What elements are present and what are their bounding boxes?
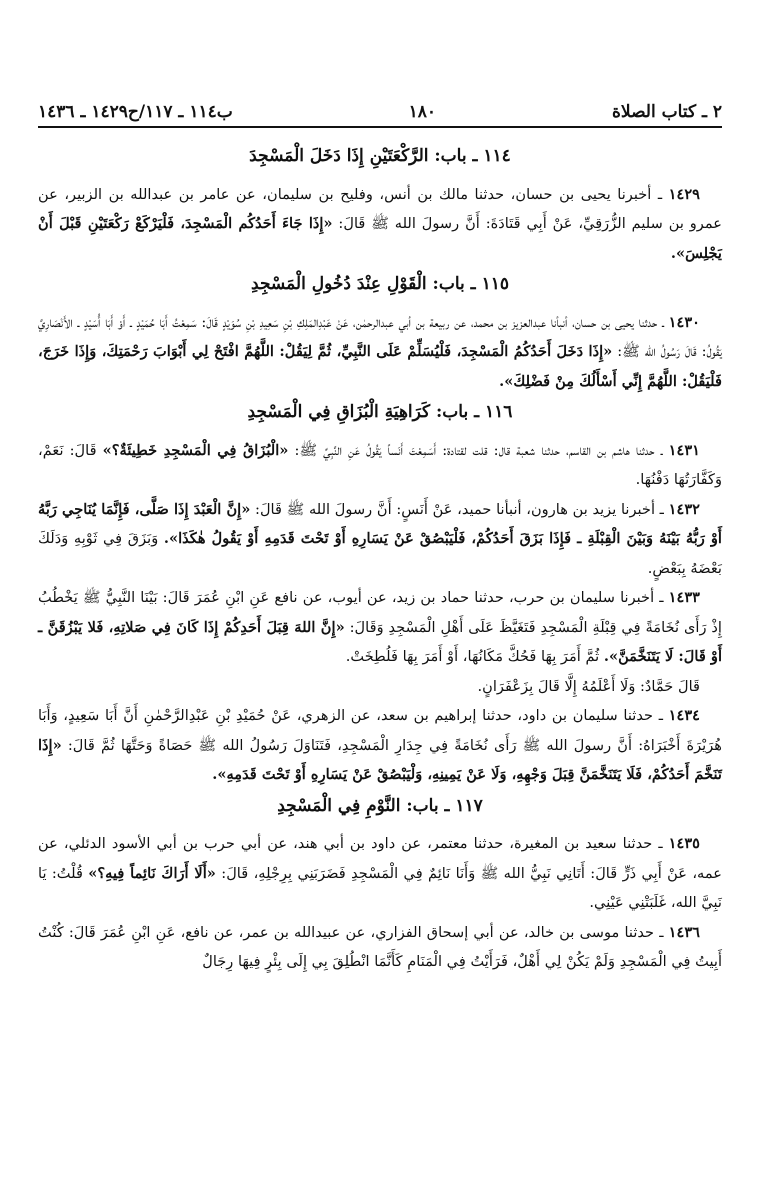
hadith-number: ١٤٣٥	[668, 835, 700, 852]
hadith-isnad: ـ حدثنا سليمان بن داود، حدثنا إبراهيم بن سعد، عن الزهري، عَنْ حُمَيْدِ بْنِ عَبْدِالرَّحْمٰنِ أَنَّ أَبَا سَعِيدٍ، وَأَبَا هُرَيْرَةَ أَخْبَرَاهُ: أَنَّ رسولَ الله ﷺ رَأَى نُخَامَةً فِي جِدَارِ الْمَسْجِدِ، فَتَنَاوَلَ رَسُولُ الله ﷺ حَصَاةً وَحَتَّهَا ثُمَّ قَالَ:	[38, 707, 722, 754]
hadith-matn: «أَلَا أَرَاكَ نَائِماً فِيهِ؟»	[88, 864, 216, 882]
hadith-isnad: ـ حدثنا سعيد بن المغيرة، حدثنا معتمر، عن داود بن أبي هند، عن أبي حرب بن أبي الأسود الدئلي، عن عمه، عَنْ أَبِي ذَرٍّ قَالَ: أَتَانِي نَبِيُّ الله ﷺ وَأَنَا نَائِمٌ فِي الْمَسْجِدِ فَضَرَبَنِي بِرِجْلِهِ، قَالَ:	[38, 835, 723, 882]
hadith-isnad: ـ حدثنا يحيى بن حسان، أنبأنا عبدالعزيز بن محمد، عن ربيعة بن أبي عبدالرحمٰن، عَنْ عَبْدِالمَلِكِ بْنِ سَعِيدِ بْنِ سُوَيْدٍ قَالَ: سَمِعْتُ أَبَا حُمَيْدٍ ـ أَوْ أَبَا أُسَيْدٍ ـ الأَنْصَارِيَّ يَقُولُ: قَالَ رَسُولُ الله ﷺ:	[38, 313, 723, 360]
hadith-tail: وَبَزَقَ فِي ثَوْبِهِ وَدَلَكَ بَعْضَهُ بِبَعْضٍ.	[38, 530, 722, 577]
hadith-paragraph	[38, 436, 722, 495]
hadith-paragraph	[38, 308, 722, 397]
hadith-number: ١٤٣٦	[668, 923, 700, 941]
hadith-number: ١٤٢٩	[668, 185, 700, 203]
running-header	[38, 92, 722, 128]
header-hadith-range: ب١١٤ ـ ١١٧/ح١٤٢٩ ـ ١٤٣٦	[38, 102, 233, 122]
hadith-matn: «إِذَا جَاءَ أَحَدُكُم الْمَسْجِدَ، فَلْيَرْكَعْ رَكْعَتَيْنِ قَبْلَ أَنْ يَجْلِسَ».	[38, 215, 722, 262]
hadith-number: ١٤٣٢	[668, 500, 700, 518]
hadith-isnad: ـ حدثنا هاشم بن القاسم، حدثنا شعبة قال: قلت لقتادة: أَسَمِعْتَ أَنَساً يَقُولُ عَنِ النَّبِيِّ ﷺ:	[288, 441, 669, 459]
hadith-tail: قُلْتُ: يَا نَبِيَّ الله، غَلَبَتْنِي عَيْنِي.	[38, 864, 722, 911]
hadith-matn: «إِذَا دَخَلَ أَحَدُكُمُ الْمَسْجِدَ، فَلْيُسَلِّمْ عَلَى النَّبِيِّ، ثُمَّ لِيَقُلْ: اللَّهُمَّ افْتَحْ لِي أَبْوَابَ رَحْمَتِكَ، وَإِذَا خَرَجَ، فَلْيَقُلْ: اللَّهُمَّ إِنِّي أَسْأَلُكَ مِنْ فَضْلِكَ».	[38, 343, 722, 390]
hadith-paragraph	[38, 829, 722, 918]
hadith-matn: «إِنَّ اللهَ قِبَلَ أَحَدِكُمْ إِذَا كَانَ فِي صَلاتِهِ، فَلا يَبْزُقَنَّ ـ أَوْ قَالَ: لَا يَتَنَخَّمَنَّ».	[38, 618, 722, 665]
hadith-tail: ثُمَّ أَمَرَ بِهَا فَحُكَّ مَكَانُهَا، أَوْ أَمَرَ بِهَا فَلُطِخَتْ.	[345, 648, 604, 665]
hadith-isnad: ـ أخبرنا يزيد بن هارون، أنبأنا حميد، عَنْ أَنَسٍ: أَنَّ رسولَ الله ﷺ قَالَ:	[250, 500, 669, 518]
header-book-title: ٢ ـ كتاب الصلاة	[612, 102, 722, 122]
hadith-isnad: ـ أخبرنا يحيى بن حسان، حدثنا مالك بن أنس، وفليح بن سليمان، عن عامر بن عبدالله بن الزبير، عن عمرو بن سليم الزُّرَقِيِّ، عَنْ أَبِي قَتَادَةَ: أَنَّ رسولَ الله ﷺ قَالَ:	[38, 185, 722, 232]
hadith-paragraph	[38, 495, 722, 584]
hadith-isnad: ـ أخبرنا سليمان بن حرب، حدثنا حماد بن زيد، عن أيوب، عن نافع عَنِ ابْنِ عُمَرَ قَالَ: بَيْنَا النَّبِيُّ ﷺ يَخْطُبُ إِذْ رَأَى نُخَامَةً فِي قِبْلَةِ الْمَسْجِدِ فَتَغَيَّظَ عَلَى أَهْلِ الْمَسْجِدِ وَقَالَ:	[38, 589, 722, 636]
chapter-heading: ١١٧ ـ باب: النَّوْمِ فِي الْمَسْجِدِ	[277, 795, 483, 816]
hadith-paragraph	[38, 918, 722, 977]
hadith-paragraph	[38, 180, 722, 269]
chapter-heading: ١١٥ ـ باب: الْقَوْلِ عِنْدَ دُخُولِ الْمَسْجِدِ	[251, 274, 509, 294]
hadith-number: ١٤٣٠	[668, 313, 700, 331]
hadith-matn: «الْبُزَاقُ فِي الْمَسْجِدِ خَطِيئَةٌ؟»	[102, 441, 289, 459]
hadith-number: ١٤٣٣	[668, 589, 700, 606]
chapter-heading: ١١٤ ـ باب: الرَّكْعَتَيْنِ إِذَا دَخَلَ الْمَسْجِدَ	[249, 146, 511, 166]
hadith-isnad: ـ حدثنا موسى بن خالد، عن أبي إسحاق الفزاري، عن عبيدالله بن عمر، عن نافع، عَنِ ابْنِ عُمَرَ قَالَ: كُنْتُ أَبِيتُ فِي الْمَسْجِدِ وَلَمْ يَكُنْ لِي أَهْلٌ، فَرَأَيْتُ فِي الْمَنَامِ كَأَنَّمَا انْطُلِقَ بِي إِلَى بِئْرٍ فِيهَا رِجَالٌ	[38, 923, 722, 970]
hadith-matn: «إِذَا تَنَخَّمَ أَحَدُكُمْ، فَلَا يَتَنَخَّمَنَّ قِبَلَ وَجْهِهِ، وَلَا عَنْ يَمِينِهِ، وَلْيَبْصُقْ عَنْ يَسَارِهِ أَوْ تَحْتَ قَدَمِهِ».	[38, 736, 722, 783]
hadith-paragraph	[38, 701, 722, 790]
hadith-number: ١٤٣٤	[668, 707, 700, 724]
hadith-paragraph	[38, 583, 722, 672]
chapter-heading: ١١٦ ـ باب: كَرَاهِيَةِ الْبُزَاقِ فِي الْمَسْجِدِ	[247, 402, 513, 422]
hadith-number: ١٤٣١	[668, 441, 700, 459]
page-content	[38, 140, 722, 977]
hadith-matn: «إِنَّ الْعَبْدَ إِذَا صَلَّى، فَإِنَّمَا يُنَاجِي رَبَّهُ أَوْ رَبُّهُ بَيْنَهُ وَبَيْنَ الْقِبْلَةِ ـ فَإِذَا بَزَقَ أَحَدُكُمْ، فَلْيَبْصُقْ عَنْ يَسَارِهِ أَوْ تَحْتَ قَدَمِهِ أَوْ يَقُولُ هٰكَذَا».	[38, 500, 722, 547]
narrator-note: قَالَ حَمَّادٌ: وَلَا أَعْلَمُهُ إِلَّا قَالَ بِزَعْفَرَانٍ.	[477, 677, 700, 695]
header-page-number: ١٨٠	[408, 102, 437, 122]
hadith-tail: قَالَ: نَعَمْ، وَكَفَّارَتُهَا دَفْنُهَا.	[38, 441, 722, 488]
